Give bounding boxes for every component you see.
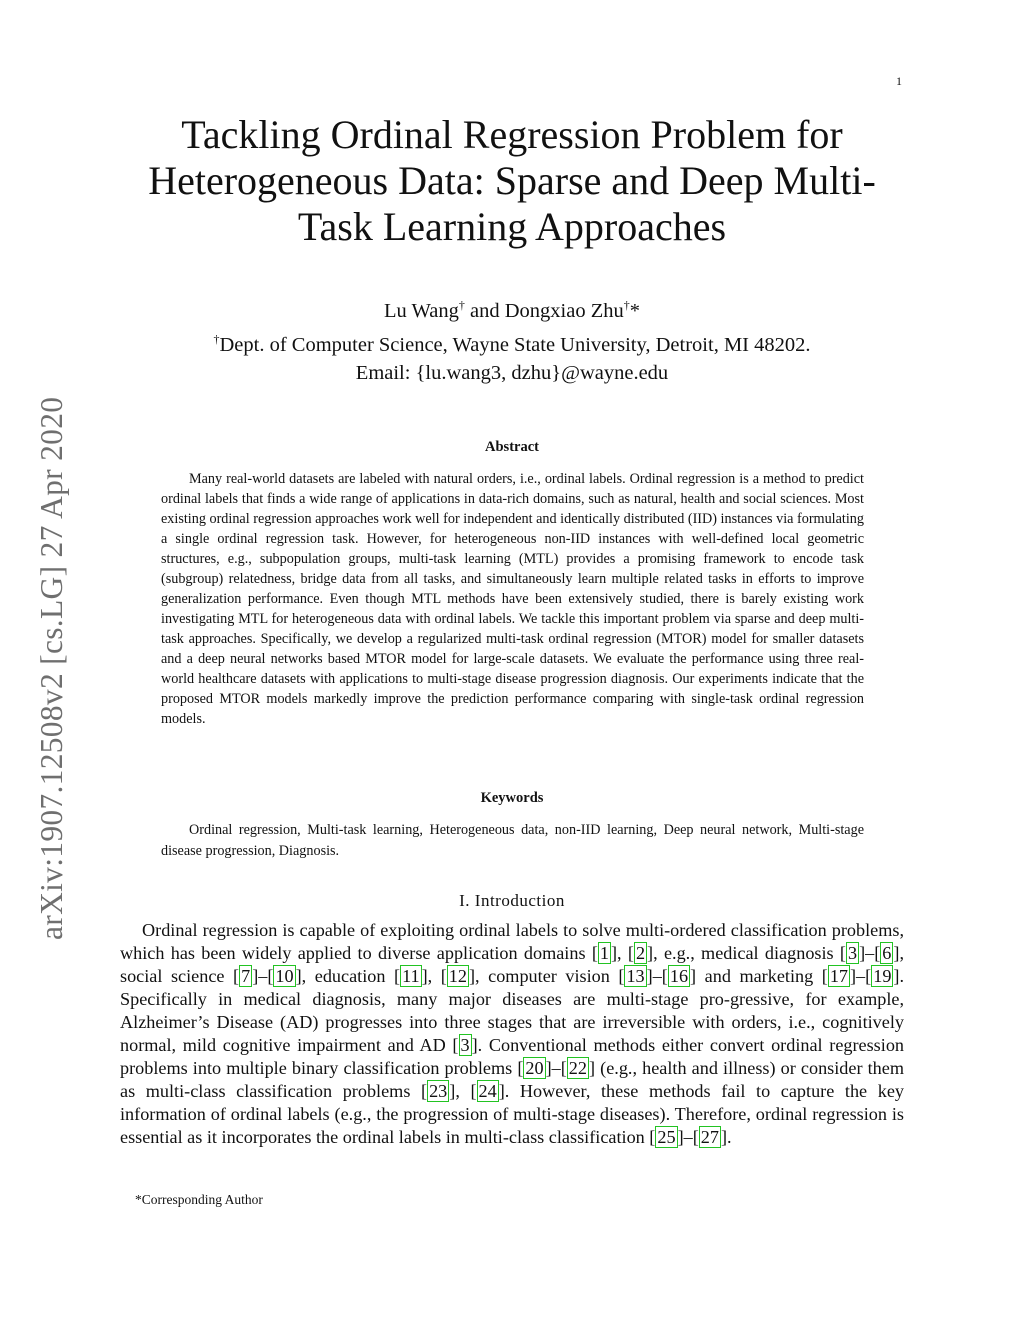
email-line: Email: {lu.wang3, dzhu}@wayne.edu	[355, 361, 669, 384]
dagger-mark: †	[623, 298, 630, 312]
citation-link[interactable]: 24	[478, 1081, 497, 1101]
intro-text-segment: ], e.g., medical diagnosis [	[647, 943, 846, 963]
intro-text-segment: ], computer vision [	[468, 966, 625, 986]
citation-link[interactable]: 20	[525, 1058, 544, 1078]
citation-link[interactable]: 12	[448, 966, 467, 986]
citation-link[interactable]: 27	[700, 1127, 719, 1147]
author-name: Dongxiao Zhu	[504, 299, 624, 322]
citation-link[interactable]: 13	[626, 966, 645, 986]
intro-text-segment: ]. Specifically in medical diagnosis, many major diseases are multi-stage pro-gressive, for example, Alzheimer’s Disease (AD) progresses into three stages that are irreversible with orders, i.e., cognitively normal, mild cognitive impairment and AD [	[120, 966, 905, 1055]
keywords-heading: Keywords	[480, 790, 544, 806]
citation-link[interactable]: 17	[829, 966, 848, 986]
intro-text-segment: ]–[	[677, 1127, 699, 1147]
intro-text-segment: ]. Conventional methods either convert ordinal regression problems into multiple binary classification problems [	[120, 1035, 905, 1078]
intro-text-segment: ], education [	[295, 966, 401, 986]
citation-link[interactable]: 2	[635, 943, 646, 963]
abstract-text: Many real-world datasets are labeled with natural orders, i.e., ordinal labels. Ordinal regression is a method to predict ordinal labels that finds a wide range of applications in data-rich domains, such as natural, health and social sciences. Most existing ordinal regression approaches work well for independent and identically distributed (IID) instances via formulating a single ordinal regression task. However, for heterogeneous non-IID instances with well-defined local geometric structures, e.g., subpopulation groups, multi-task learning (MTL) provides a promising framework to encode task (subgroup) relatedness, bridge data from all tasks, and simultaneously learn multiple related tasks in efforts to improve generalization performance. Even though MTL methods have been extensively studied, there is barely existing work investigating MTL for heterogeneous data with ordinal labels. We tackle this important problem via sparse and deep multi-task approaches. Specifically, we develop a regularized multi-task ordinal regression (MTOR) model for smaller datasets and a deep neural networks based MTOR model for large-scale datasets. We evaluate the performance using three real-world healthcare datasets with applications to multi-stage disease progression diagnosis. Our experiments indicate that the proposed MTOR models markedly improve the prediction performance comparing with single-task ordinal regression models.	[161, 471, 864, 727]
introduction-heading: I. Introduction	[459, 891, 565, 910]
dagger-mark: †	[213, 331, 220, 346]
affiliation-line	[120, 325, 904, 359]
introduction-paragraph	[120, 919, 904, 1149]
citation-link[interactable]: 19	[873, 966, 892, 986]
intro-text-segment: ], [	[421, 966, 447, 986]
citation-link[interactable]: 22	[568, 1058, 587, 1078]
citation-link[interactable]: 25	[657, 1127, 676, 1147]
intro-text-segment: ] and marketing [	[690, 966, 828, 986]
intro-text-segment: ], social science [	[120, 943, 904, 986]
intro-text-segment: ], [	[449, 1081, 477, 1101]
intro-text-segment: ]–[	[646, 966, 668, 986]
citation-link[interactable]: 7	[241, 966, 251, 986]
affiliation: Dept. of Computer Science, Wayne State University, Detroit, MI 48202.	[219, 333, 811, 356]
citation-link[interactable]: 23	[429, 1081, 448, 1101]
citation-link[interactable]: 10	[275, 966, 294, 986]
intro-text-segment: ]–[	[545, 1058, 567, 1078]
abstract-heading: Abstract	[485, 439, 539, 455]
citation-link[interactable]: 16	[669, 966, 689, 986]
author-line	[120, 291, 904, 325]
dagger-mark: †	[458, 298, 465, 312]
citation-link[interactable]: 3	[847, 943, 858, 963]
intro-text-segment: ]–[	[252, 966, 274, 986]
intro-text-segment: ].	[720, 1127, 732, 1147]
citation-link[interactable]: 3	[460, 1035, 470, 1055]
footnote: *Corresponding Author	[135, 1192, 263, 1207]
citation-link[interactable]: 11	[402, 966, 420, 986]
intro-text-segment: ], [	[610, 943, 634, 963]
author-name: Lu Wang	[384, 299, 459, 322]
intro-text-segment: Ordinal regression is capable of exploiting ordinal labels to solve multi-ordered classification problems, which has been widely applied to diverse application domains [	[120, 920, 904, 963]
intro-text-segment: ]–[	[850, 966, 872, 986]
citation-link[interactable]: 1	[599, 943, 609, 963]
intro-text-segment: ] (e.g., health and illness) or consider them as multi-class classification problems [	[120, 1058, 904, 1101]
intro-text-segment: ]. However, these methods fail to capture the key information of ordinal labels (e.g., the progression of multi-stage diseases). Therefore, ordinal regression is essential as it incorporates the ordinal labels in multi-class classification [	[120, 1081, 904, 1147]
arxiv-stamp-container	[0, 0, 69, 940]
citation-link[interactable]: 6	[882, 943, 892, 963]
keywords-text: Ordinal regression, Multi-task learning, Heterogeneous data, non-IID learning, Deep neural network, Multi-stage disease progression, Diagnosis.	[161, 822, 864, 859]
corresponding-mark: *	[629, 299, 640, 322]
intro-text-segment: ]–[	[859, 943, 881, 963]
page-number: 1	[896, 74, 902, 88]
paper-title: Tackling Ordinal Regression Problem for Heterogeneous Data: Sparse and Deep Multi-Task Learning Approaches	[148, 112, 876, 249]
author-connector: and	[464, 299, 505, 322]
arxiv-stamp: arXiv:1907.12508v2 [cs.LG] 27 Apr 2020	[34, 396, 69, 940]
author-block	[120, 291, 904, 387]
